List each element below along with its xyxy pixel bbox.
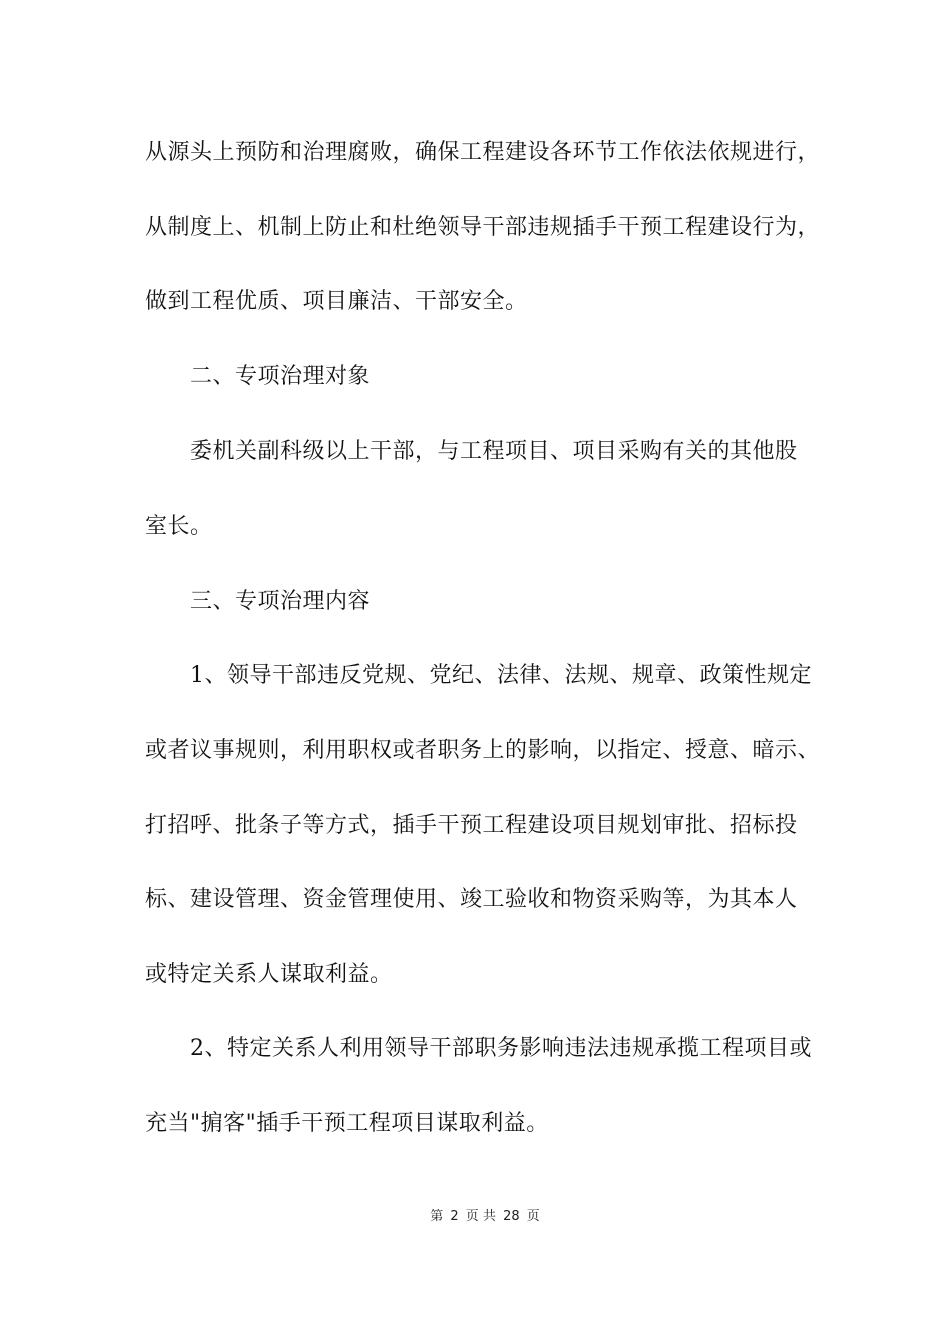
footer-total-pages: 28 [503, 1209, 520, 1224]
body-line: 做到工程优质、项目廉洁、干部安全。 [145, 289, 528, 314]
body-line: 从源头上预防和治理腐败，确保工程建设各环节工作依法依规进行， [145, 140, 821, 165]
footer-prefix: 第 [430, 1209, 444, 1224]
body-line: 室长。 [145, 514, 213, 539]
section-heading: 二、专项治理对象 [190, 364, 371, 389]
page-footer [0, 1208, 950, 1226]
body-line: 1、领导干部违反党规、党纪、法律、法规、规章、政策性规定 [190, 663, 812, 688]
body-line: 2、特定关系人利用领导干部职务影响违法违规承揽工程项目或 [190, 1036, 812, 1061]
body-line: 委机关副科级以上干部，与工程项目、项目采购有关的其他股 [190, 439, 798, 464]
body-line: 打招呼、批条子等方式，插手干预工程建设项目规划审批、招标投 [145, 813, 798, 838]
footer-middle: 页 共 [465, 1209, 496, 1224]
body-line: 或者议事规则，利用职权或者职务上的影响，以指定、授意、暗示、 [145, 738, 821, 763]
section-heading: 三、专项治理内容 [190, 589, 371, 614]
body-line: 标、建设管理、资金管理使用、竣工验收和物资采购等，为其本人 [145, 887, 798, 912]
footer-suffix: 页 [526, 1209, 540, 1224]
body-line: 从制度上、机制上防止和杜绝领导干部违规插手干预工程建设行为， [145, 215, 821, 240]
body-line: 充当"掮客"插手干预工程项目谋取利益。 [145, 1111, 549, 1136]
body-line: 或特定关系人谋取利益。 [145, 962, 393, 987]
footer-current-page: 2 [450, 1209, 459, 1224]
